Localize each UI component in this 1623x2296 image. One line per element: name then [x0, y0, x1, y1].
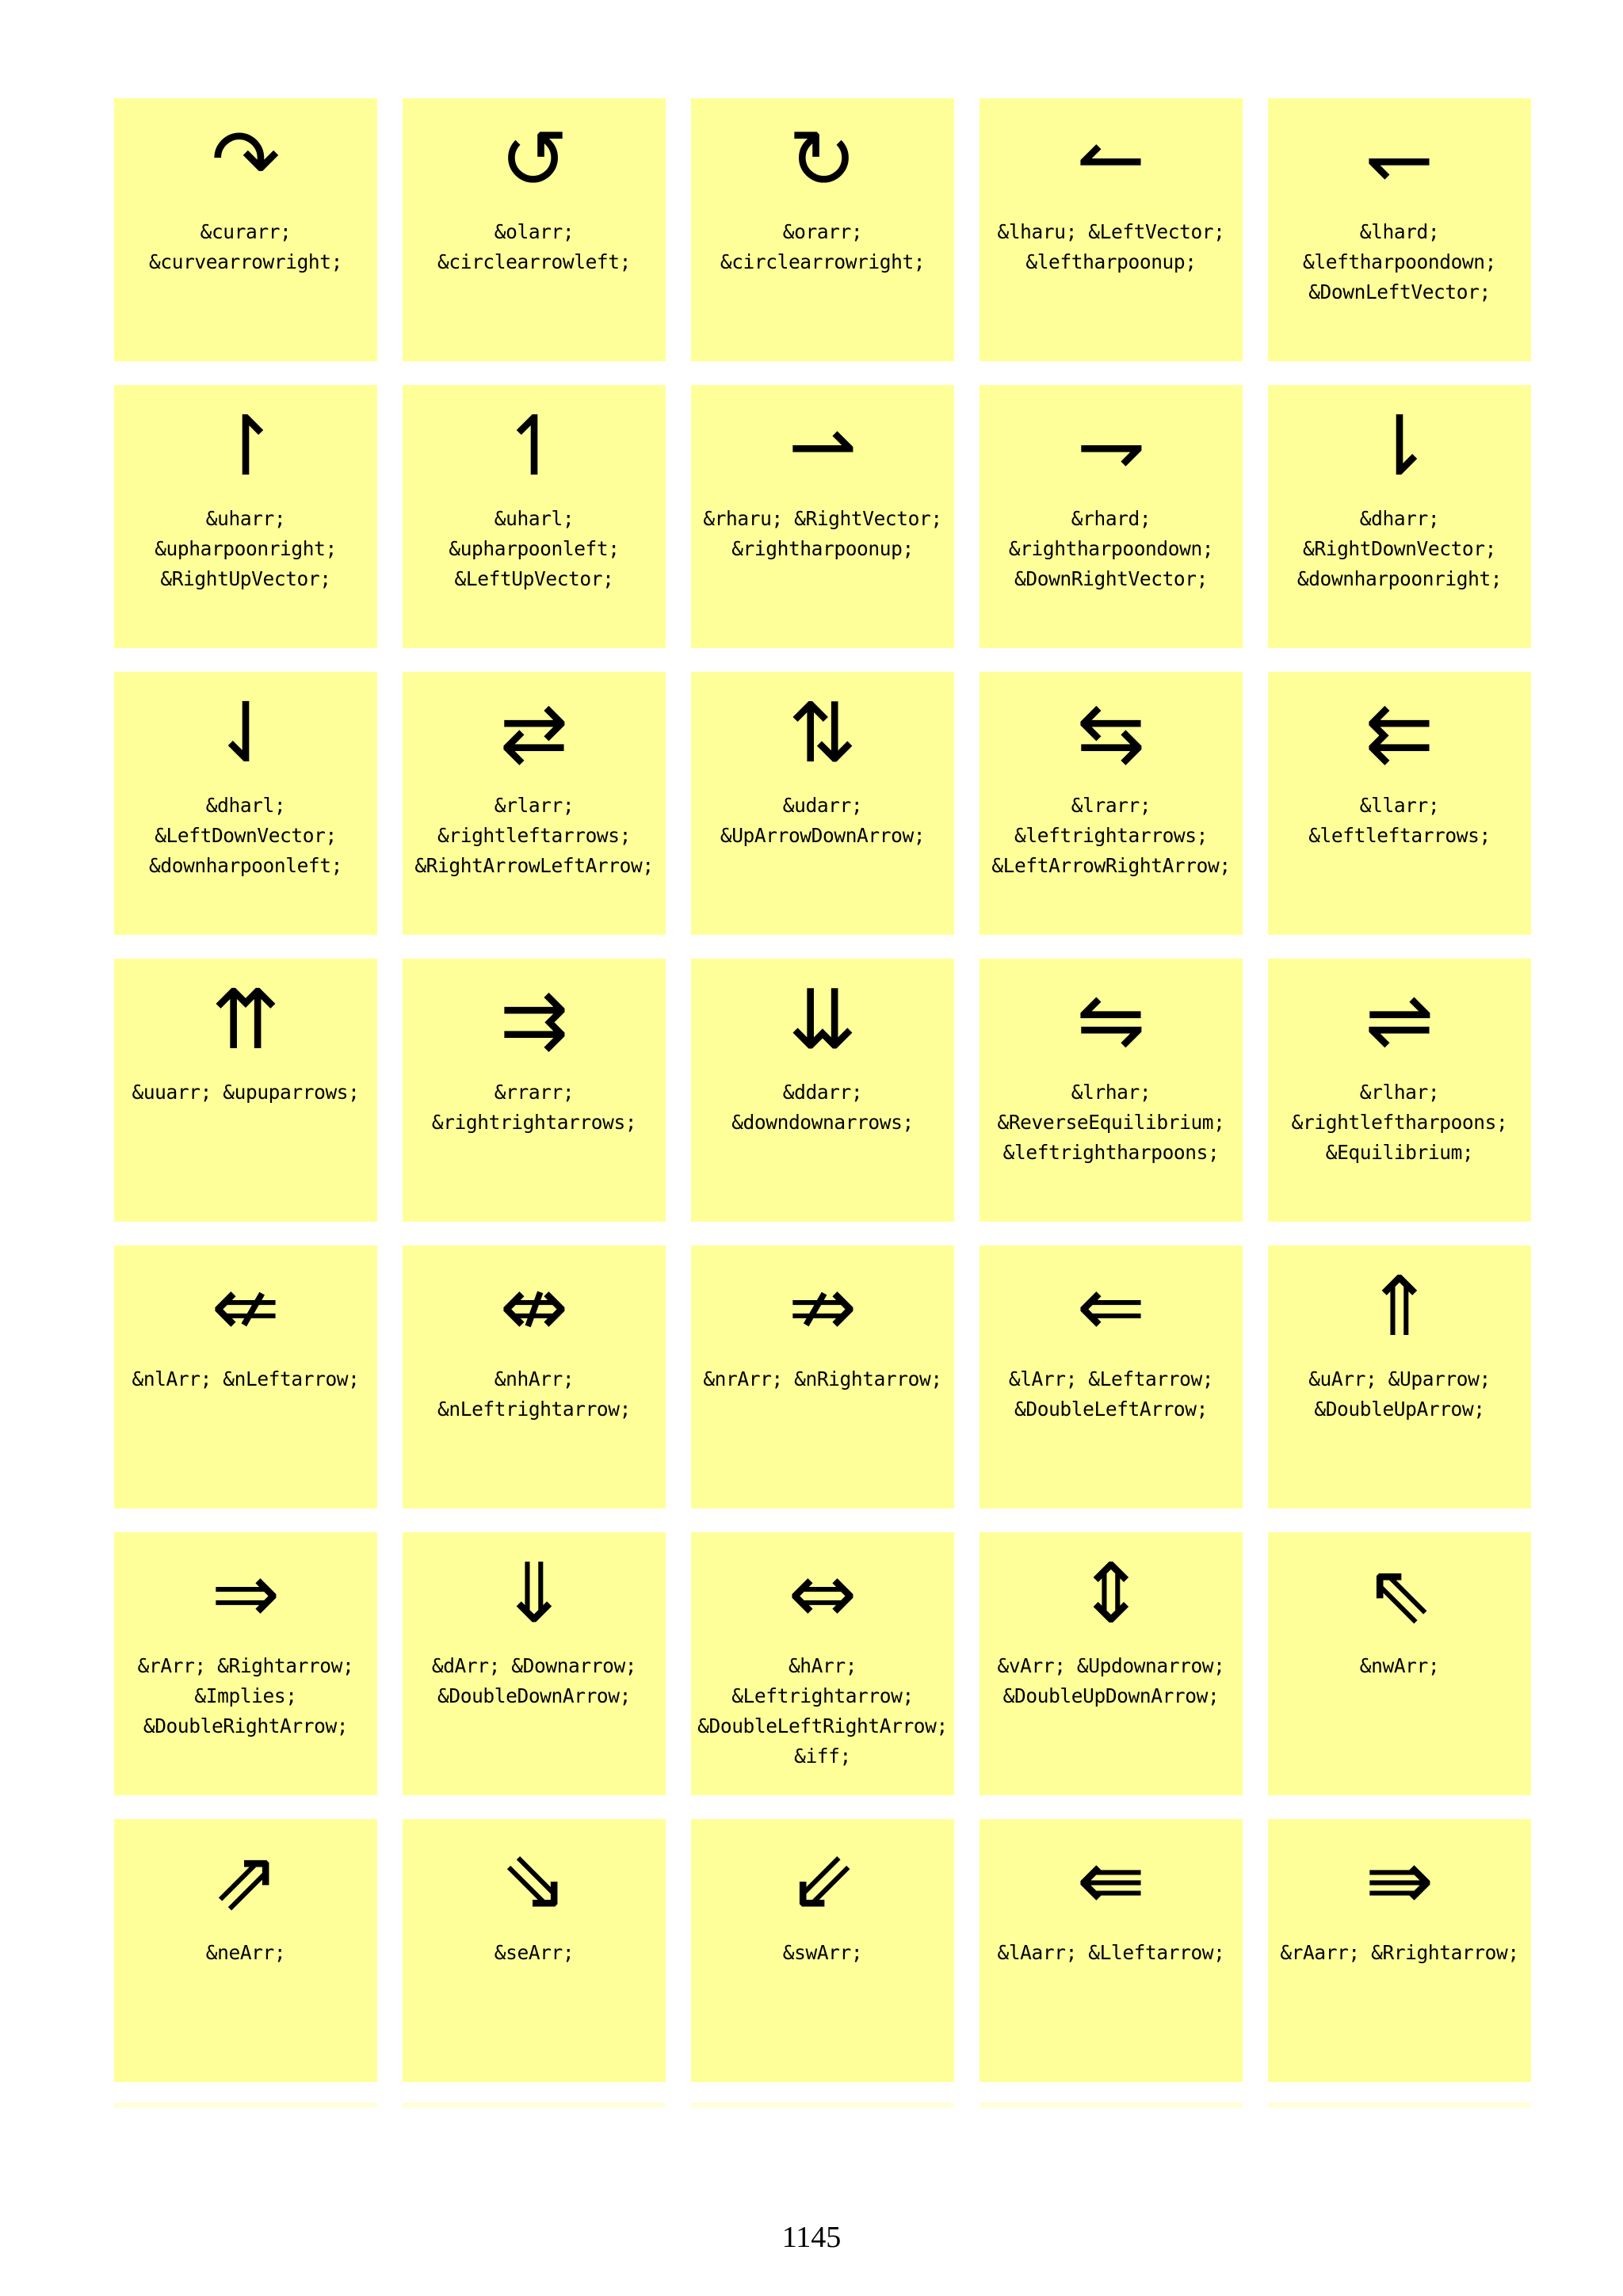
symbol-card-orarr [691, 98, 954, 361]
card-edge [980, 2103, 1243, 2107]
symbol-card-rAarr [1268, 1819, 1531, 2082]
down-harpoon-left-icon: ⇃ [211, 685, 281, 781]
left-left-arrows-icon: ⇇ [1365, 685, 1434, 781]
entity-names: &lhard; &leftharpoondown; &DownLeftVector; [1303, 220, 1496, 303]
left-right-arrows-icon: ⇆ [1076, 685, 1146, 781]
entity-names: &orarr; &circlearrowright; [720, 220, 926, 273]
symbol-card-dArr [403, 1532, 666, 1795]
symbol-card-rArr [114, 1532, 377, 1795]
symbol-card-nhArr [403, 1245, 666, 1508]
double-down-arrow-icon: ⇓ [499, 1545, 569, 1642]
symbol-card-nwArr [1268, 1532, 1531, 1795]
entity-names: &hArr; &Leftrightarrow; &DoubleLeftRightArrow; &iff; [697, 1654, 948, 1768]
not-double-left-arrow-icon: ⇍ [211, 1258, 281, 1355]
left-right-harpoons-icon: ⇋ [1076, 971, 1146, 1068]
symbol-card-uharr [114, 385, 377, 648]
symbol-card-curarr [114, 98, 377, 361]
double-north-west-arrow-icon: ⇖ [1365, 1545, 1434, 1642]
symbol-card-rhard [980, 385, 1243, 648]
symbol-card-swArr [691, 1819, 954, 2082]
down-down-arrows-icon: ⇊ [788, 971, 857, 1068]
entity-names: &ddarr; &downdownarrows; [731, 1081, 914, 1134]
symbol-card-nrArr [691, 1245, 954, 1508]
symbol-card-lrhar [980, 959, 1243, 1222]
card-edge [1268, 2103, 1531, 2107]
right-left-arrows-icon: ⇄ [499, 685, 569, 781]
entity-names: &llarr; &leftleftarrows; [1308, 794, 1491, 847]
entity-names: &lrhar; &ReverseEquilibrium; &leftrightharpoons; [997, 1081, 1225, 1164]
entity-names: &nhArr; &nLeftrightarrow; [437, 1367, 631, 1421]
symbol-card-lrarr [980, 672, 1243, 935]
not-double-left-right-arrow-icon: ⇎ [499, 1258, 569, 1355]
circle-arrow-right-icon: ↻ [788, 111, 857, 208]
down-harpoon-right-icon: ⇂ [1365, 398, 1434, 494]
right-harpoon-down-icon: ⇁ [1076, 398, 1146, 494]
double-up-down-arrow-icon: ⇕ [1076, 1545, 1146, 1642]
entity-names: &curarr; &curvearrowright; [149, 220, 342, 273]
symbol-card-dharr [1268, 385, 1531, 648]
symbol-card-lharu [980, 98, 1243, 361]
entity-names: &rArr; &Rightarrow; &Implies; &DoubleRightArrow; [137, 1654, 354, 1737]
triple-left-arrow-icon: ⇚ [1076, 1832, 1146, 1928]
card-edge [691, 2103, 954, 2107]
left-harpoon-down-icon: ↽ [1365, 111, 1434, 208]
entity-names: &nrArr; &nRightarrow; [703, 1367, 942, 1390]
symbol-card-rlarr [403, 672, 666, 935]
symbol-card-olarr [403, 98, 666, 361]
symbol-card-vArr [980, 1532, 1243, 1795]
right-harpoon-up-icon: ⇀ [788, 398, 857, 494]
entity-names: &uuarr; &upuparrows; [132, 1081, 360, 1104]
symbol-card-rrarr [403, 959, 666, 1222]
entity-names: &vArr; &Updownarrow; &DoubleUpDownArrow; [997, 1654, 1225, 1707]
entity-names: &lrarr; &leftrightarrows; &LeftArrowRightArrow; [991, 794, 1231, 877]
entity-names: &rAarr; &Rrightarrow; [1280, 1941, 1519, 1964]
symbol-card-rlhar [1268, 959, 1531, 1222]
entity-names: &uharr; &upharpoonright; &RightUpVector; [155, 507, 337, 590]
entity-names: &dharr; &RightDownVector; &downharpoonright; [1296, 507, 1503, 590]
entity-names: &olarr; &circlearrowleft; [437, 220, 631, 273]
entity-names: &neArr; [205, 1941, 286, 1964]
symbol-card-neArr [114, 1819, 377, 2082]
next-row-card-edges [114, 2103, 1533, 2107]
up-harpoon-left-icon: ↿ [499, 398, 569, 494]
entity-names: &rlarr; &rightleftarrows; &RightArrowLeftArrow; [414, 794, 654, 877]
entity-names: &rlhar; &rightleftharpoons; &Equilibrium; [1291, 1081, 1508, 1164]
symbol-card-udarr [691, 672, 954, 935]
symbol-card-uharl [403, 385, 666, 648]
symbol-grid [114, 98, 1533, 2082]
right-left-harpoons-icon: ⇌ [1365, 971, 1434, 1068]
entity-names: &lAarr; &Lleftarrow; [997, 1941, 1225, 1964]
symbol-card-dharl [114, 672, 377, 935]
not-double-right-arrow-icon: ⇏ [788, 1258, 857, 1355]
entity-names: &lharu; &LeftVector; &leftharpoonup; [997, 220, 1225, 273]
symbol-card-seArr [403, 1819, 666, 2082]
double-up-arrow-icon: ⇑ [1365, 1258, 1434, 1355]
entity-names: &rhard; &rightharpoondown; &DownRightVector; [1008, 507, 1214, 590]
entity-names: &dharl; &LeftDownVector; &downharpoonleft; [149, 794, 342, 877]
up-down-arrows-icon: ⇅ [788, 685, 857, 781]
right-right-arrows-icon: ⇉ [499, 971, 569, 1068]
symbol-card-llarr [1268, 672, 1531, 935]
up-up-arrows-icon: ⇈ [211, 971, 281, 1068]
symbol-card-rharu [691, 385, 954, 648]
entity-names: &swArr; [782, 1941, 863, 1964]
page-number: 1145 [781, 2221, 842, 2254]
symbol-card-ddarr [691, 959, 954, 1222]
up-harpoon-right-icon: ↾ [211, 398, 281, 494]
double-left-right-arrow-icon: ⇔ [788, 1545, 857, 1642]
entity-names: &rrarr; &rightrightarrows; [431, 1081, 637, 1134]
entity-names: &udarr; &UpArrowDownArrow; [720, 794, 926, 847]
symbol-card-lAarr [980, 1819, 1243, 2082]
symbol-card-nlArr [114, 1245, 377, 1508]
symbol-card-lhard [1268, 98, 1531, 361]
left-harpoon-up-icon: ↼ [1076, 111, 1146, 208]
symbol-card-uArr [1268, 1245, 1531, 1508]
entity-names: &rharu; &RightVector; &rightharpoonup; [703, 507, 942, 560]
entity-names: &uArr; &Uparrow; &DoubleUpArrow; [1308, 1367, 1491, 1421]
card-edge [114, 2103, 377, 2107]
double-right-arrow-icon: ⇒ [211, 1545, 281, 1642]
triple-right-arrow-icon: ⇛ [1365, 1832, 1434, 1928]
entity-names: &nlArr; &nLeftarrow; [132, 1367, 360, 1390]
symbol-card-uuarr [114, 959, 377, 1222]
entity-names: &dArr; &Downarrow; &DoubleDownArrow; [431, 1654, 637, 1707]
double-south-east-arrow-icon: ⇘ [499, 1832, 569, 1928]
double-left-arrow-icon: ⇐ [1076, 1258, 1146, 1355]
card-edge [403, 2103, 666, 2107]
entity-names: &uharl; &upharpoonleft; &LeftUpVector; [449, 507, 620, 590]
symbol-card-lArr [980, 1245, 1243, 1508]
double-north-east-arrow-icon: ⇗ [211, 1832, 281, 1928]
curve-arrow-right-icon: ↷ [211, 111, 281, 208]
symbol-card-hArr [691, 1532, 954, 1795]
circle-arrow-left-icon: ↺ [499, 111, 569, 208]
double-south-west-arrow-icon: ⇙ [788, 1832, 857, 1928]
entity-names: &seArr; [494, 1941, 575, 1964]
entity-names: &lArr; &Leftarrow; &DoubleLeftArrow; [1008, 1367, 1214, 1421]
entity-names: &nwArr; [1359, 1654, 1440, 1677]
